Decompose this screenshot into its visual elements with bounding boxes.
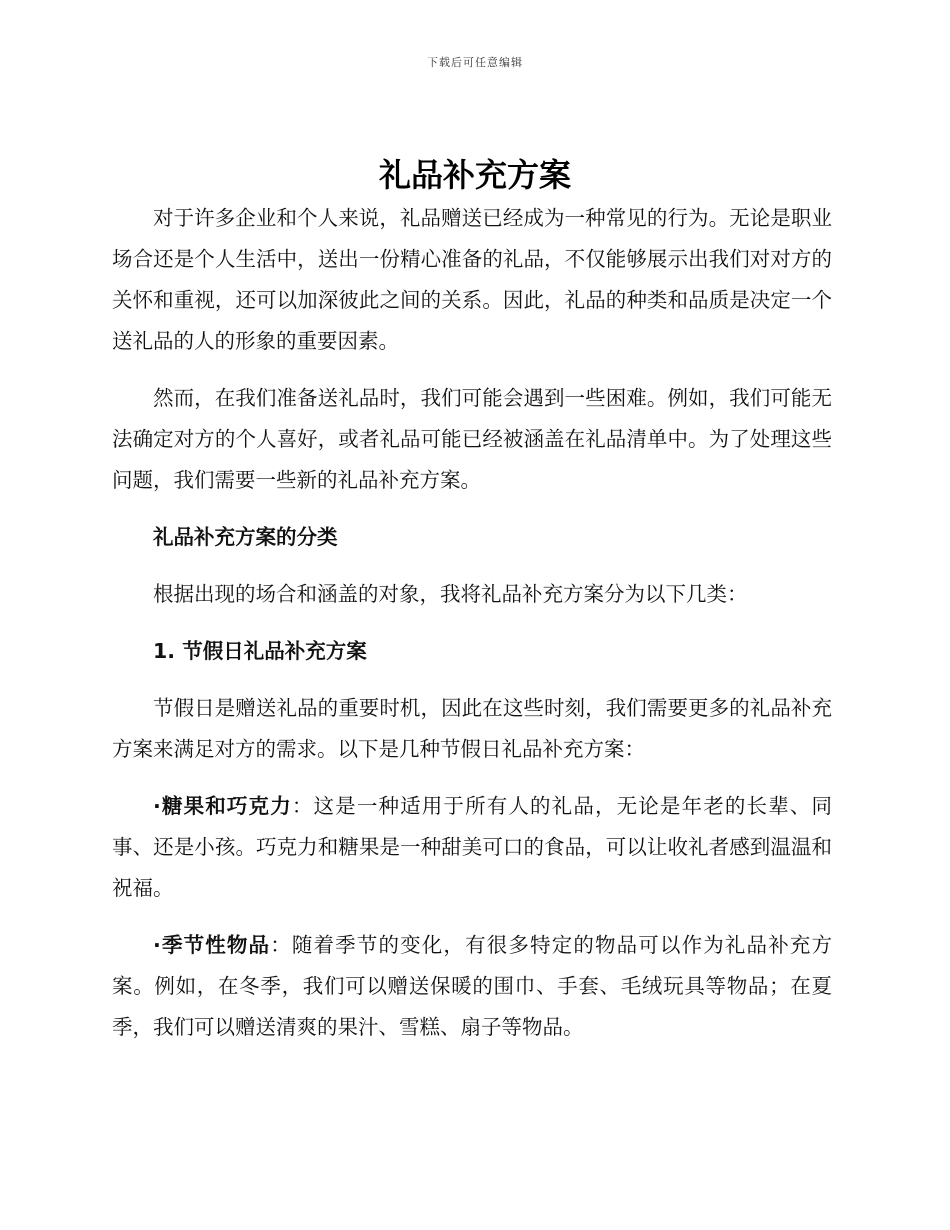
intro-paragraph-2: 然而，在我们准备送礼品时，我们可能会遇到一些困难。例如，我们可能无法确定对方的个人喜好，或者礼品可能已经被涵盖在礼品清单中。为了处理这些问题，我们需要一些新的礼品补充方案。: [112, 386, 832, 492]
document-body: [112, 198, 832, 1064]
subsection-heading: 1. 节假日礼品补充方案: [153, 639, 367, 663]
bullet-item-candy: [112, 786, 832, 909]
header-note: 下载后可任意编辑: [427, 56, 523, 69]
subsection-intro: 节假日是赠送礼品的重要时机，因此在这些时刻，我们需要更多的礼品补充方案来满足对方的需求。以下是几种节假日礼品补充方案：: [112, 696, 832, 761]
intro-paragraph-1: 对于许多企业和个人来说，礼品赠送已经成为一种常见的行为。无论是职业场合还是个人生活中，送出一份精心准备的礼品，不仅能够展示出我们对对方的关怀和重视，还可以加深彼此之间的关系。因此，礼品的种类和品质是决定一个送礼品的人的形象的重要因素。: [112, 206, 832, 353]
bullet-text: ：随着季节的变化，有很多特定的物品可以作为礼品补充方案。例如，在冬季，我们可以赠送保暖的围巾、手套、毛绒玩具等物品；在夏季，我们可以赠送清爽的果汁、雪糕、扇子等物品。: [112, 933, 833, 1039]
document-title: 礼品补充方案: [378, 156, 571, 194]
bullet-marker: ·: [153, 933, 161, 957]
bullet-item-seasonal: [112, 925, 832, 1048]
section-intro: 根据出现的场合和涵盖的对象，我将礼品补充方案分为以下几类：: [153, 582, 748, 606]
bullet-term: 糖果和巧克力: [160, 794, 292, 818]
section-heading: 礼品补充方案的分类: [153, 525, 338, 549]
bullet-marker: ·: [153, 794, 161, 818]
bullet-text: ：这是一种适用于所有人的礼品，无论是年老的长辈、同事、还是小孩。巧克力和糖果是一种甜美可口的食品，可以让收礼者感到温温和祝福。: [112, 794, 832, 900]
bullet-term: 季节性物品: [160, 933, 271, 957]
